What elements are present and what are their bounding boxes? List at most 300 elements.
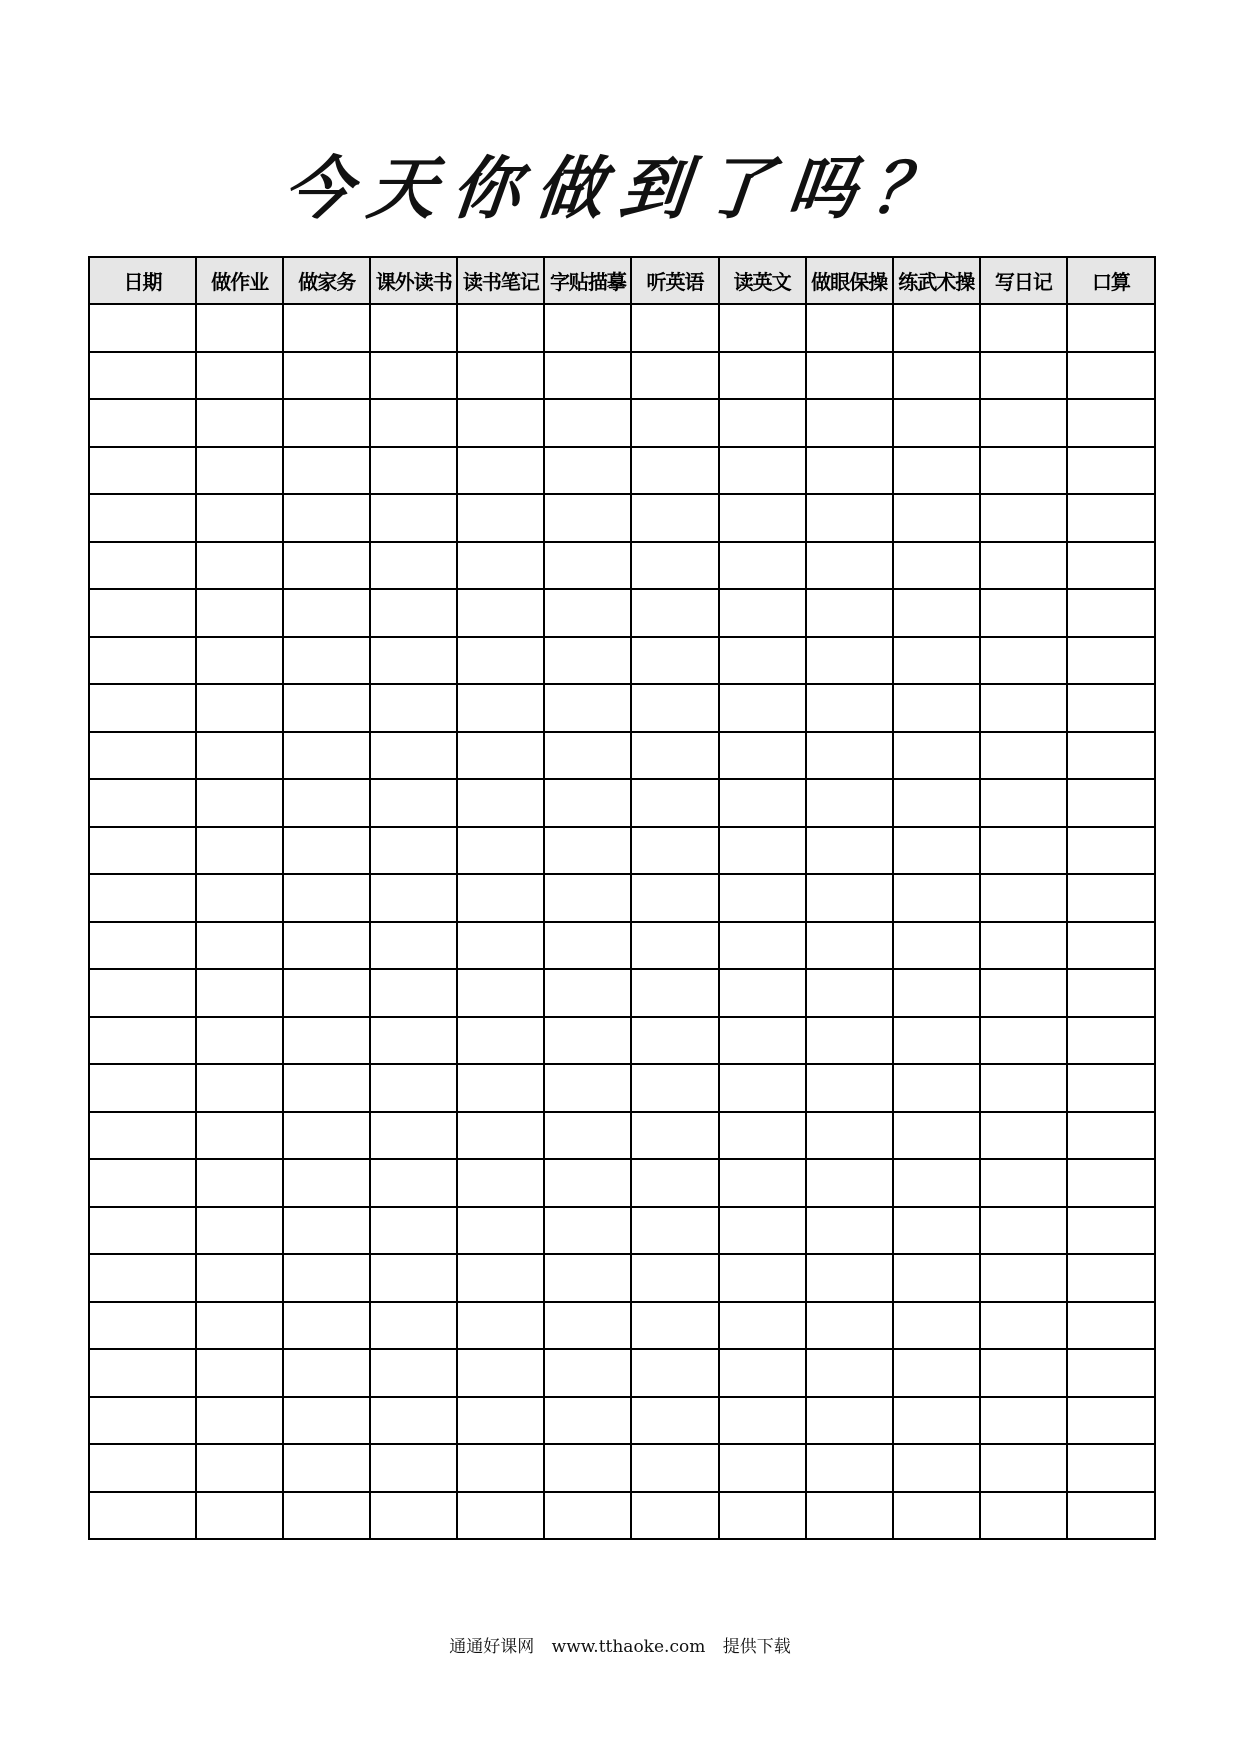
- table-cell[interactable]: [980, 447, 1067, 495]
- table-cell[interactable]: [457, 1397, 544, 1445]
- table-cell[interactable]: [370, 1017, 457, 1065]
- table-cell[interactable]: [283, 1112, 370, 1160]
- table-cell[interactable]: [893, 1159, 980, 1207]
- table-cell[interactable]: [544, 494, 631, 542]
- table-cell[interactable]: [544, 542, 631, 590]
- table-cell[interactable]: [631, 1349, 718, 1397]
- table-cell[interactable]: [631, 589, 718, 637]
- table-cell[interactable]: [370, 637, 457, 685]
- table-cell[interactable]: [544, 1112, 631, 1160]
- table-cell[interactable]: [893, 827, 980, 875]
- table-cell[interactable]: [457, 969, 544, 1017]
- table-cell[interactable]: [893, 684, 980, 732]
- table-cell[interactable]: [893, 447, 980, 495]
- table-cell[interactable]: [283, 1397, 370, 1445]
- table-cell[interactable]: [283, 1492, 370, 1540]
- table-cell[interactable]: [1067, 1254, 1155, 1302]
- table-cell[interactable]: [89, 1064, 196, 1112]
- table-cell[interactable]: [806, 874, 893, 922]
- table-cell[interactable]: [283, 447, 370, 495]
- table-cell[interactable]: [631, 1112, 718, 1160]
- table-cell[interactable]: [457, 1492, 544, 1540]
- table-cell[interactable]: [196, 1492, 283, 1540]
- table-cell[interactable]: [719, 1159, 806, 1207]
- table-cell[interactable]: [457, 542, 544, 590]
- table-cell[interactable]: [980, 494, 1067, 542]
- table-cell[interactable]: [283, 1159, 370, 1207]
- table-cell[interactable]: [89, 304, 196, 352]
- table-cell[interactable]: [719, 1064, 806, 1112]
- table-cell[interactable]: [544, 969, 631, 1017]
- table-cell[interactable]: [89, 684, 196, 732]
- table-cell[interactable]: [980, 1064, 1067, 1112]
- table-cell[interactable]: [893, 1302, 980, 1350]
- table-cell[interactable]: [457, 732, 544, 780]
- table-cell[interactable]: [89, 447, 196, 495]
- table-cell[interactable]: [457, 1349, 544, 1397]
- table-cell[interactable]: [893, 637, 980, 685]
- table-cell[interactable]: [370, 1159, 457, 1207]
- table-cell[interactable]: [806, 352, 893, 400]
- table-cell[interactable]: [806, 684, 893, 732]
- table-cell[interactable]: [806, 1112, 893, 1160]
- table-cell[interactable]: [544, 399, 631, 447]
- table-cell[interactable]: [1067, 542, 1155, 590]
- table-cell[interactable]: [196, 352, 283, 400]
- table-cell[interactable]: [719, 1254, 806, 1302]
- table-cell[interactable]: [89, 1112, 196, 1160]
- table-cell[interactable]: [457, 1302, 544, 1350]
- table-cell[interactable]: [544, 1159, 631, 1207]
- table-cell[interactable]: [631, 1064, 718, 1112]
- table-cell[interactable]: [457, 304, 544, 352]
- table-cell[interactable]: [196, 779, 283, 827]
- table-cell[interactable]: [457, 827, 544, 875]
- table-cell[interactable]: [719, 922, 806, 970]
- table-cell[interactable]: [893, 1254, 980, 1302]
- table-cell[interactable]: [893, 732, 980, 780]
- table-cell[interactable]: [457, 494, 544, 542]
- table-cell[interactable]: [196, 684, 283, 732]
- table-cell[interactable]: [631, 447, 718, 495]
- table-cell[interactable]: [544, 1444, 631, 1492]
- table-cell[interactable]: [89, 494, 196, 542]
- table-cell[interactable]: [806, 589, 893, 637]
- table-cell[interactable]: [980, 827, 1067, 875]
- table-cell[interactable]: [1067, 304, 1155, 352]
- table-cell[interactable]: [980, 304, 1067, 352]
- table-cell[interactable]: [89, 399, 196, 447]
- table-cell[interactable]: [719, 732, 806, 780]
- table-cell[interactable]: [806, 1397, 893, 1445]
- table-cell[interactable]: [283, 874, 370, 922]
- table-cell[interactable]: [980, 1254, 1067, 1302]
- footer-url[interactable]: www.tthaoke.com: [551, 1637, 706, 1657]
- table-cell[interactable]: [370, 732, 457, 780]
- table-cell[interactable]: [457, 637, 544, 685]
- table-cell[interactable]: [719, 1397, 806, 1445]
- table-cell[interactable]: [196, 827, 283, 875]
- table-cell[interactable]: [457, 1254, 544, 1302]
- table-cell[interactable]: [1067, 1302, 1155, 1350]
- table-cell[interactable]: [544, 637, 631, 685]
- table-cell[interactable]: [89, 969, 196, 1017]
- table-cell[interactable]: [980, 1492, 1067, 1540]
- table-cell[interactable]: [544, 447, 631, 495]
- table-cell[interactable]: [370, 874, 457, 922]
- table-cell[interactable]: [370, 352, 457, 400]
- table-cell[interactable]: [980, 1207, 1067, 1255]
- table-cell[interactable]: [457, 922, 544, 970]
- table-cell[interactable]: [893, 779, 980, 827]
- table-cell[interactable]: [893, 1064, 980, 1112]
- table-cell[interactable]: [370, 1254, 457, 1302]
- table-cell[interactable]: [196, 1349, 283, 1397]
- table-cell[interactable]: [196, 1302, 283, 1350]
- table-cell[interactable]: [370, 1492, 457, 1540]
- table-cell[interactable]: [196, 399, 283, 447]
- table-cell[interactable]: [370, 969, 457, 1017]
- table-cell[interactable]: [631, 827, 718, 875]
- table-cell[interactable]: [370, 589, 457, 637]
- table-cell[interactable]: [1067, 1064, 1155, 1112]
- table-cell[interactable]: [196, 447, 283, 495]
- table-cell[interactable]: [370, 542, 457, 590]
- table-cell[interactable]: [1067, 447, 1155, 495]
- table-cell[interactable]: [283, 1444, 370, 1492]
- table-cell[interactable]: [893, 1444, 980, 1492]
- table-cell[interactable]: [631, 922, 718, 970]
- table-cell[interactable]: [980, 732, 1067, 780]
- table-cell[interactable]: [719, 304, 806, 352]
- table-cell[interactable]: [1067, 1492, 1155, 1540]
- table-cell[interactable]: [719, 1112, 806, 1160]
- table-cell[interactable]: [283, 1349, 370, 1397]
- table-cell[interactable]: [980, 1159, 1067, 1207]
- table-cell[interactable]: [631, 1444, 718, 1492]
- table-cell[interactable]: [806, 1302, 893, 1350]
- table-cell[interactable]: [283, 1017, 370, 1065]
- table-cell[interactable]: [980, 1017, 1067, 1065]
- table-cell[interactable]: [719, 1444, 806, 1492]
- table-cell[interactable]: [806, 827, 893, 875]
- table-cell[interactable]: [196, 637, 283, 685]
- table-cell[interactable]: [196, 1254, 283, 1302]
- table-cell[interactable]: [631, 1397, 718, 1445]
- table-cell[interactable]: [457, 399, 544, 447]
- table-cell[interactable]: [457, 1017, 544, 1065]
- table-cell[interactable]: [283, 827, 370, 875]
- table-cell[interactable]: [1067, 684, 1155, 732]
- table-cell[interactable]: [806, 447, 893, 495]
- table-cell[interactable]: [806, 1444, 893, 1492]
- table-cell[interactable]: [806, 1349, 893, 1397]
- table-cell[interactable]: [370, 827, 457, 875]
- table-cell[interactable]: [1067, 1397, 1155, 1445]
- table-cell[interactable]: [806, 969, 893, 1017]
- table-cell[interactable]: [980, 1302, 1067, 1350]
- table-cell[interactable]: [457, 1159, 544, 1207]
- table-cell[interactable]: [89, 1159, 196, 1207]
- table-cell[interactable]: [719, 637, 806, 685]
- table-cell[interactable]: [893, 969, 980, 1017]
- table-cell[interactable]: [1067, 1112, 1155, 1160]
- table-cell[interactable]: [806, 637, 893, 685]
- table-cell[interactable]: [980, 542, 1067, 590]
- table-cell[interactable]: [631, 304, 718, 352]
- table-cell[interactable]: [89, 1492, 196, 1540]
- table-cell[interactable]: [544, 1492, 631, 1540]
- table-cell[interactable]: [631, 399, 718, 447]
- table-cell[interactable]: [544, 684, 631, 732]
- table-cell[interactable]: [283, 494, 370, 542]
- table-cell[interactable]: [283, 779, 370, 827]
- table-cell[interactable]: [893, 589, 980, 637]
- table-cell[interactable]: [1067, 1349, 1155, 1397]
- table-cell[interactable]: [1067, 779, 1155, 827]
- table-cell[interactable]: [370, 494, 457, 542]
- table-cell[interactable]: [631, 874, 718, 922]
- table-cell[interactable]: [283, 304, 370, 352]
- table-cell[interactable]: [719, 1207, 806, 1255]
- table-cell[interactable]: [283, 684, 370, 732]
- table-cell[interactable]: [806, 779, 893, 827]
- table-cell[interactable]: [893, 1397, 980, 1445]
- table-cell[interactable]: [1067, 732, 1155, 780]
- table-cell[interactable]: [806, 1064, 893, 1112]
- table-cell[interactable]: [631, 352, 718, 400]
- table-cell[interactable]: [980, 352, 1067, 400]
- table-cell[interactable]: [980, 969, 1067, 1017]
- table-cell[interactable]: [1067, 969, 1155, 1017]
- table-cell[interactable]: [544, 827, 631, 875]
- table-cell[interactable]: [544, 589, 631, 637]
- table-cell[interactable]: [89, 542, 196, 590]
- table-cell[interactable]: [196, 1207, 283, 1255]
- table-cell[interactable]: [283, 399, 370, 447]
- table-cell[interactable]: [980, 1112, 1067, 1160]
- table-cell[interactable]: [719, 1492, 806, 1540]
- table-cell[interactable]: [457, 1444, 544, 1492]
- table-cell[interactable]: [89, 637, 196, 685]
- table-cell[interactable]: [457, 874, 544, 922]
- table-cell[interactable]: [370, 304, 457, 352]
- table-cell[interactable]: [370, 922, 457, 970]
- table-cell[interactable]: [89, 1444, 196, 1492]
- table-cell[interactable]: [457, 352, 544, 400]
- table-cell[interactable]: [719, 1302, 806, 1350]
- table-cell[interactable]: [544, 779, 631, 827]
- table-cell[interactable]: [631, 779, 718, 827]
- table-cell[interactable]: [893, 399, 980, 447]
- table-cell[interactable]: [283, 969, 370, 1017]
- table-cell[interactable]: [631, 732, 718, 780]
- table-cell[interactable]: [1067, 1444, 1155, 1492]
- table-cell[interactable]: [893, 1207, 980, 1255]
- table-cell[interactable]: [89, 1302, 196, 1350]
- table-cell[interactable]: [631, 1159, 718, 1207]
- table-cell[interactable]: [544, 1254, 631, 1302]
- table-cell[interactable]: [196, 589, 283, 637]
- table-cell[interactable]: [89, 1397, 196, 1445]
- table-cell[interactable]: [89, 1349, 196, 1397]
- table-cell[interactable]: [631, 542, 718, 590]
- table-cell[interactable]: [89, 589, 196, 637]
- table-cell[interactable]: [457, 684, 544, 732]
- table-cell[interactable]: [1067, 352, 1155, 400]
- table-cell[interactable]: [457, 1207, 544, 1255]
- table-cell[interactable]: [1067, 827, 1155, 875]
- table-cell[interactable]: [370, 1302, 457, 1350]
- table-cell[interactable]: [283, 922, 370, 970]
- table-cell[interactable]: [980, 589, 1067, 637]
- table-cell[interactable]: [283, 352, 370, 400]
- table-cell[interactable]: [719, 1017, 806, 1065]
- table-cell[interactable]: [370, 1112, 457, 1160]
- table-cell[interactable]: [893, 874, 980, 922]
- table-cell[interactable]: [370, 1064, 457, 1112]
- table-cell[interactable]: [806, 732, 893, 780]
- table-cell[interactable]: [544, 874, 631, 922]
- table-cell[interactable]: [196, 922, 283, 970]
- table-cell[interactable]: [893, 1349, 980, 1397]
- table-cell[interactable]: [719, 1349, 806, 1397]
- table-cell[interactable]: [893, 352, 980, 400]
- table-cell[interactable]: [980, 1444, 1067, 1492]
- table-cell[interactable]: [806, 542, 893, 590]
- table-cell[interactable]: [89, 1017, 196, 1065]
- table-cell[interactable]: [719, 827, 806, 875]
- table-cell[interactable]: [1067, 1017, 1155, 1065]
- table-cell[interactable]: [544, 1064, 631, 1112]
- table-cell[interactable]: [89, 922, 196, 970]
- table-cell[interactable]: [283, 637, 370, 685]
- table-cell[interactable]: [980, 779, 1067, 827]
- table-cell[interactable]: [806, 1254, 893, 1302]
- table-cell[interactable]: [196, 732, 283, 780]
- table-cell[interactable]: [89, 779, 196, 827]
- table-cell[interactable]: [196, 1064, 283, 1112]
- table-cell[interactable]: [283, 589, 370, 637]
- table-cell[interactable]: [719, 447, 806, 495]
- table-cell[interactable]: [1067, 1159, 1155, 1207]
- table-cell[interactable]: [631, 1302, 718, 1350]
- table-cell[interactable]: [980, 637, 1067, 685]
- table-cell[interactable]: [544, 1302, 631, 1350]
- table-cell[interactable]: [196, 1159, 283, 1207]
- table-cell[interactable]: [806, 1159, 893, 1207]
- table-cell[interactable]: [370, 1349, 457, 1397]
- table-cell[interactable]: [980, 922, 1067, 970]
- table-cell[interactable]: [196, 1397, 283, 1445]
- table-cell[interactable]: [1067, 589, 1155, 637]
- table-cell[interactable]: [1067, 637, 1155, 685]
- table-cell[interactable]: [544, 352, 631, 400]
- table-cell[interactable]: [631, 637, 718, 685]
- table-cell[interactable]: [283, 1302, 370, 1350]
- table-cell[interactable]: [980, 1349, 1067, 1397]
- table-cell[interactable]: [196, 304, 283, 352]
- table-cell[interactable]: [1067, 399, 1155, 447]
- table-cell[interactable]: [719, 779, 806, 827]
- table-cell[interactable]: [806, 304, 893, 352]
- table-cell[interactable]: [719, 684, 806, 732]
- table-cell[interactable]: [806, 1492, 893, 1540]
- table-cell[interactable]: [89, 827, 196, 875]
- table-cell[interactable]: [89, 874, 196, 922]
- table-cell[interactable]: [89, 732, 196, 780]
- table-cell[interactable]: [806, 494, 893, 542]
- table-cell[interactable]: [719, 352, 806, 400]
- table-cell[interactable]: [544, 1349, 631, 1397]
- table-cell[interactable]: [631, 969, 718, 1017]
- table-cell[interactable]: [457, 447, 544, 495]
- table-cell[interactable]: [631, 1207, 718, 1255]
- table-cell[interactable]: [806, 1017, 893, 1065]
- table-cell[interactable]: [631, 494, 718, 542]
- table-cell[interactable]: [893, 1492, 980, 1540]
- table-cell[interactable]: [544, 1397, 631, 1445]
- table-cell[interactable]: [283, 1207, 370, 1255]
- table-cell[interactable]: [196, 1444, 283, 1492]
- table-cell[interactable]: [893, 542, 980, 590]
- table-cell[interactable]: [980, 684, 1067, 732]
- table-cell[interactable]: [196, 494, 283, 542]
- table-cell[interactable]: [283, 732, 370, 780]
- table-cell[interactable]: [457, 589, 544, 637]
- table-cell[interactable]: [196, 874, 283, 922]
- table-cell[interactable]: [631, 1017, 718, 1065]
- table-cell[interactable]: [893, 494, 980, 542]
- table-cell[interactable]: [283, 1064, 370, 1112]
- table-cell[interactable]: [544, 1017, 631, 1065]
- table-cell[interactable]: [457, 1064, 544, 1112]
- table-cell[interactable]: [719, 969, 806, 1017]
- table-cell[interactable]: [719, 542, 806, 590]
- table-cell[interactable]: [544, 304, 631, 352]
- table-cell[interactable]: [370, 399, 457, 447]
- table-cell[interactable]: [89, 352, 196, 400]
- table-cell[interactable]: [196, 542, 283, 590]
- table-cell[interactable]: [457, 779, 544, 827]
- table-cell[interactable]: [893, 1112, 980, 1160]
- table-cell[interactable]: [893, 304, 980, 352]
- table-cell[interactable]: [196, 1112, 283, 1160]
- table-cell[interactable]: [196, 969, 283, 1017]
- table-cell[interactable]: [196, 1017, 283, 1065]
- table-cell[interactable]: [89, 1254, 196, 1302]
- table-cell[interactable]: [370, 447, 457, 495]
- table-cell[interactable]: [806, 922, 893, 970]
- table-cell[interactable]: [1067, 874, 1155, 922]
- table-cell[interactable]: [1067, 922, 1155, 970]
- table-cell[interactable]: [719, 874, 806, 922]
- table-cell[interactable]: [631, 1254, 718, 1302]
- table-cell[interactable]: [370, 1207, 457, 1255]
- table-cell[interactable]: [370, 1397, 457, 1445]
- table-cell[interactable]: [806, 1207, 893, 1255]
- table-cell[interactable]: [631, 684, 718, 732]
- table-cell[interactable]: [370, 779, 457, 827]
- table-cell[interactable]: [980, 399, 1067, 447]
- table-cell[interactable]: [1067, 494, 1155, 542]
- table-cell[interactable]: [1067, 1207, 1155, 1255]
- table-cell[interactable]: [719, 399, 806, 447]
- table-cell[interactable]: [719, 589, 806, 637]
- table-cell[interactable]: [370, 684, 457, 732]
- table-cell[interactable]: [806, 399, 893, 447]
- table-cell[interactable]: [544, 732, 631, 780]
